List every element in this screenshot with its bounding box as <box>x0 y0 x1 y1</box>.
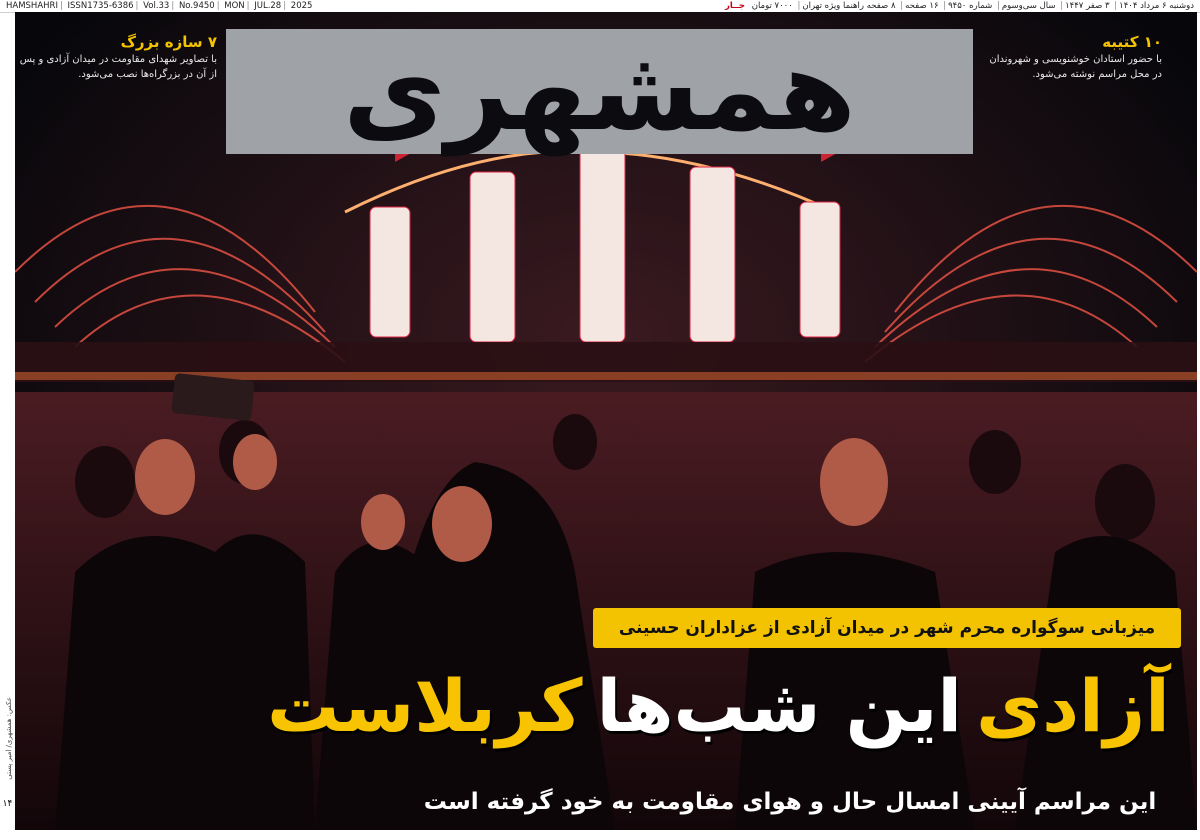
masthead <box>226 26 973 156</box>
page-number: ۱۴ <box>2 799 13 809</box>
teaser-right <box>977 32 1162 82</box>
strip-item: 2025 <box>290 1 313 11</box>
strip-item: دوشنبه ۶ مرداد ۱۴۰۴ <box>1119 1 1194 11</box>
teaser-left-title: ۷ سازه بزرگ <box>120 33 217 51</box>
strip-left: HAMSHAHRI | ISSN1735-6386 | Vol.33 | No.9450 | MON | JUL.28 | 2025 <box>6 1 313 11</box>
strip-item: شماره ۹۴۵۰ <box>948 1 993 11</box>
strip-item: MON <box>224 1 245 11</box>
kicker-text: میزبانی سوگواره محرم شهر در میدان آزادی از عزاداران حسینی <box>618 618 1156 638</box>
strip-item: ۳ صفر ۱۴۴۷ <box>1065 1 1110 11</box>
photo-credit: عکس: همشهری/ امیر پستی <box>5 697 13 780</box>
strip-right: دوشنبه ۶ مرداد ۱۴۰۴| ۳ صفر ۱۴۴۷| سال سی‌وسوم| شماره ۹۴۵۰| ۱۶ صفحه| ۸ صفحه راهنما ویژه تهران| ۷۰۰۰ تومان جــار <box>724 1 1194 11</box>
strip-item: HAMSHAHRI <box>6 1 58 11</box>
teaser-right-title: ۱۰ کتیبه <box>1102 33 1162 51</box>
teaser-right-text: با حضور استادان خوشنویسی و شهروندان در محل مراسم نوشته می‌شود. <box>989 54 1162 80</box>
subheadline: این مراسم آیینی امسال حال و هوای مقاومت به خود گرفته است <box>423 789 1157 815</box>
strip-item: Vol.33 <box>143 1 170 11</box>
headline-word: این شب‌ها <box>596 664 963 748</box>
headline-word: کربلاست <box>267 664 583 748</box>
teaser-left-text: با تصاویر شهدای مقاومت در میدان آزادی و پس از آن در بزرگراه‌ها نصب می‌شود. <box>19 54 217 80</box>
strip-item: سال سی‌وسوم <box>1001 1 1056 11</box>
strip-item: JUL.28 <box>254 1 282 11</box>
newspaper-logo: همشهری <box>343 26 856 156</box>
teaser-left <box>17 32 217 82</box>
jar-badge: جــار <box>724 1 745 11</box>
front-page-frame <box>15 12 1197 830</box>
headline-word: آزادی <box>976 664 1170 748</box>
main-headline <box>251 642 1186 770</box>
strip-item: ۷۰۰۰ تومان <box>751 1 793 11</box>
phone-icon <box>171 373 255 421</box>
strip-item: ISSN1735-6386 <box>67 1 134 11</box>
strip-item: ۱۶ صفحه <box>905 1 939 11</box>
strip-item: No.9450 <box>178 1 215 11</box>
strip-item: ۸ صفحه راهنما ویژه تهران <box>802 1 896 11</box>
